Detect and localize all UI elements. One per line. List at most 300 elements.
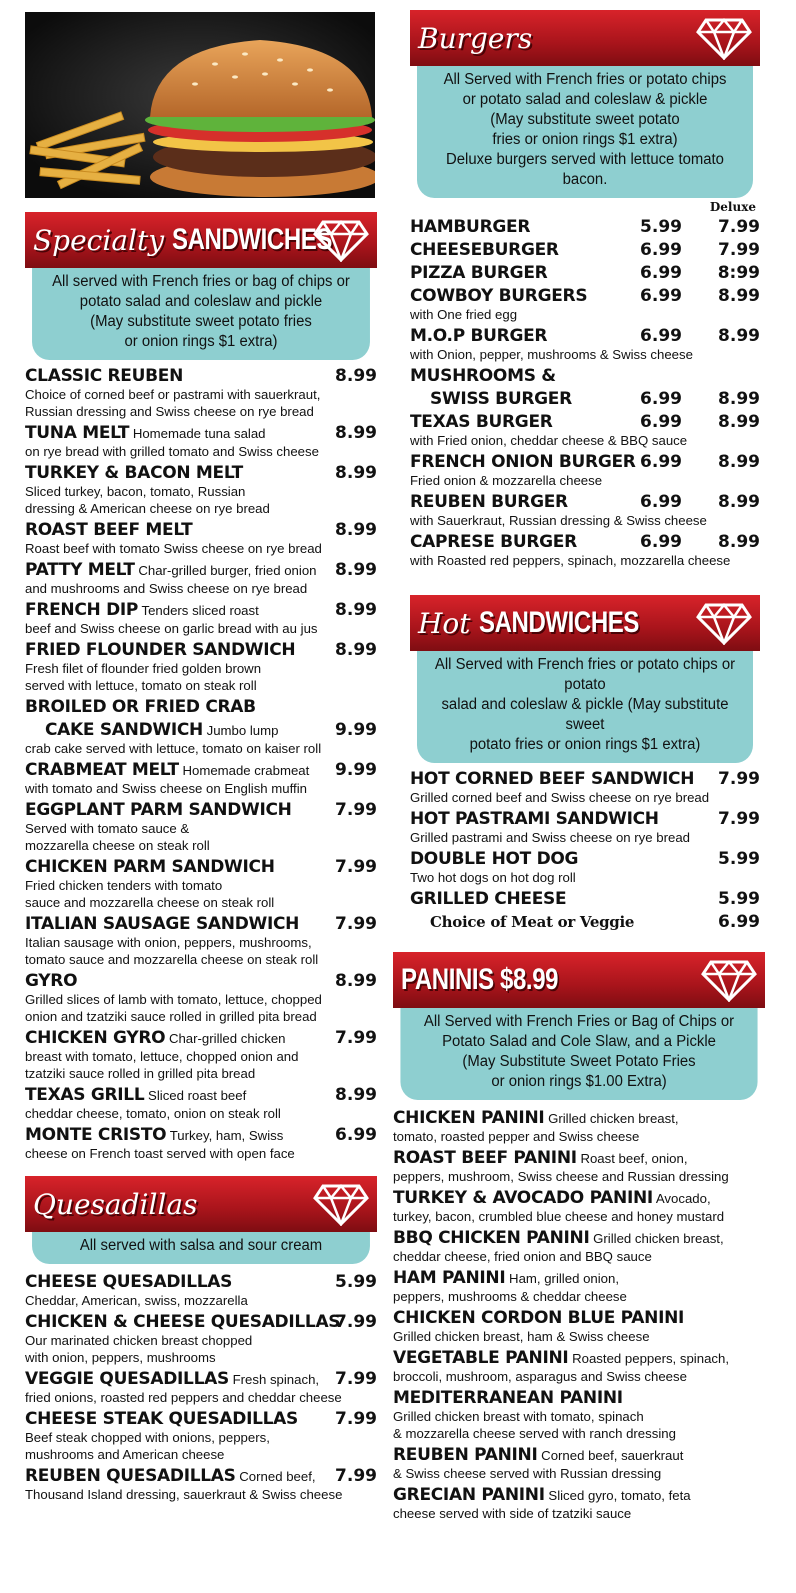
menu-item-inline-desc: Corned beef, [235,1469,316,1484]
menu-item-name: COWBOY BURGERS [410,286,588,306]
menu-item-head [25,971,377,991]
menu-item-desc-line: sauce and mozzarella cheese on steak roll [25,895,275,910]
specialty-list [25,366,377,1162]
menu-item-inline-desc: Avocado, [652,1191,711,1206]
menu-item-inline-desc: Tenders sliced roast [138,603,259,618]
menu-item-price: 6.99 [640,263,682,283]
menu-item-head [410,263,760,283]
menu-item-name: TURKEY & BACON MELT [25,463,243,483]
menu-item [25,1312,377,1366]
menu-item-inline-desc: Ham, grilled onion, [505,1271,620,1286]
menu-item [25,914,377,968]
menu-item-inline-desc: Corned beef, sauerkraut [537,1448,684,1463]
menu-item [25,697,377,717]
burgers-note [417,66,753,198]
menu-item-name: CAPRESE BURGER [410,532,577,552]
menu-item-deluxe-price: 8.99 [718,286,760,306]
menu-item [393,1148,765,1185]
menu-item-desc-line: and mushrooms and Swiss cheese on rye bread [25,581,308,596]
menu-item-price: 7.99 [335,1028,377,1048]
menu-item-head [25,760,377,780]
menu-item-name: CHEESE QUESADILLAS [25,1272,233,1292]
menu-item [25,463,377,517]
menu-item-price: 8.99 [335,1085,377,1105]
note-line: All served with salsa and sour cream [79,1237,323,1254]
menu-item-name: HOT CORNED BEEF SANDWICH [410,769,695,789]
menu-item-desc-line: broccoli, mushroom, asparagus and Swiss cheese [393,1369,687,1384]
menu-item-inline-desc: Fresh spinach, [228,1372,320,1387]
menu-item-desc-line: Sliced turkey, bacon, tomato, Russian [25,484,246,499]
menu-item-desc-line: Grilled chicken breast, ham & Swiss cheese [393,1329,650,1344]
menu-item-desc-line: Roast beef with tomato Swiss cheese on rye bread [25,541,322,556]
menu-item [25,1125,377,1162]
menu-item-desc-line: mushrooms and American cheese [25,1447,225,1462]
menu-item-price: 7.99 [335,1369,377,1389]
menu-item-deluxe-price: 8:99 [717,263,760,283]
menu-item-name: REUBEN BURGER [410,492,568,512]
menu-item-name: BROILED OR FRIED CRAB [25,697,256,717]
paninis-header [393,952,765,1008]
menu-item-name: GRECIAN PANINI [393,1485,545,1505]
menu-item [25,1085,377,1122]
menu-item-desc-line: with Sauerkraut, Russian dressing & Swiss cheese [410,513,707,528]
quesadillas-header [25,1176,377,1232]
burgers-title-script: Burgers [418,21,533,55]
menu-item-desc-line: tzatziki sauce rolled in grilled pita bread [25,1066,256,1081]
menu-item-desc-line: Russian dressing and Swiss cheese on rye bread [25,404,314,419]
note-line: All Served with French fries or potato chips or potato [434,656,736,693]
quesadillas-note [32,1232,370,1264]
menu-item-deluxe-price: 8.99 [718,389,760,409]
menu-item-desc-line: served with lettuce, tomato on steak roll [25,678,257,693]
menu-item [393,1388,765,1442]
menu-item-name: FRIED FLOUNDER SANDWICH [25,640,296,660]
menu-item-name: ITALIAN SAUSAGE SANDWICH [25,914,300,934]
menu-item [410,452,760,489]
menu-item-head [25,423,377,443]
menu-item-desc-line: tomato sauce and mozzarella cheese on steak roll [25,952,319,967]
menu-item-head [25,857,377,877]
menu-item-desc-line: cheese on French toast served with open face [25,1146,295,1161]
menu-item-name: FRENCH ONION BURGER [410,452,636,472]
menu-item-inline-desc: Turkey, ham, Swiss [166,1128,284,1143]
menu-item-price: 8.99 [335,423,377,443]
menu-item-head [25,1125,377,1145]
menu-item-name: REUBEN QUESADILLAS [25,1466,236,1486]
menu-item-name: HOT PASTRAMI SANDWICH [410,809,659,829]
menu-item-name: M.O.P BURGER [410,326,548,346]
menu-item [393,1108,765,1145]
menu-item-name: HAM PANINI [393,1268,506,1288]
menu-item-name: TUNA MELT [25,423,130,443]
menu-item-desc-line: cheese served with side of tzatziki sauce [393,1506,632,1521]
menu-item-price: 6.99 [640,389,682,409]
menu-item-head [25,640,377,660]
menu-item-name: CHICKEN PANINI [393,1108,545,1128]
menu-item-name: TEXAS BURGER [410,412,553,432]
menu-item-desc-line: Grilled pastrami and Swiss cheese on rye bread [410,830,691,845]
menu-item [393,1485,765,1522]
menu-item-desc-line: Beef steak chopped with onions, peppers, [25,1430,270,1445]
menu-item-desc-line: Italian sausage with onion, peppers, mushrooms, [25,935,312,950]
menu-item-head [410,532,760,552]
diamond-icon [696,601,752,645]
menu-item-name: VEGETABLE PANINI [393,1348,569,1368]
menu-item-desc-line: turkey, bacon, crumbled blue cheese and honey mustard [393,1209,725,1224]
menu-item [25,1409,377,1463]
menu-item-head [410,912,760,932]
menu-item-desc-line: mozzarella cheese on steak roll [25,838,210,853]
right-column [393,0,765,1522]
menu-item-desc-line: beef and Swiss cheese on garlic bread with au jus [25,621,318,636]
menu-item-desc-line: onion and tzatziki sauce rolled in grilled pita bread [25,1009,317,1024]
note-line: (May substitute sweet potato fries [90,313,312,330]
quesadillas-title-script: Quesadillas [33,1187,198,1221]
menu-item-price: 5.99 [335,1272,377,1292]
menu-item-desc-line: with Roasted red peppers, spinach, mozzarella cheese [410,553,731,568]
note-line: All Served with French fries or potato chips [443,71,727,88]
menu-item-deluxe-price: 7.99 [718,240,760,260]
menu-item-name: CHICKEN & CHEESE QUESADILLAS [25,1312,341,1332]
menu-item-price: 8.99 [335,560,377,580]
menu-item-desc-line: breast with tomato, lettuce, chopped onion and [25,1049,299,1064]
menu-item-price: 6.99 [640,286,682,306]
menu-item-price: 7.99 [335,857,377,877]
menu-item-desc-line: with One fried egg [410,307,518,322]
menu-item-desc-line: Grilled corned beef and Swiss cheese on rye bread [410,790,710,805]
specialty-sandwiches-header [25,212,377,268]
menu-item [25,600,377,637]
menu-item-desc-line: Grilled chicken breast with tomato, spinach [393,1409,644,1424]
menu-item-name: CHICKEN CORDON BLUE PANINI [393,1308,685,1328]
menu-item-price: 8.99 [335,971,377,991]
menu-item-inline-desc: Char-grilled chicken [165,1031,286,1046]
menu-item [410,217,760,237]
menu-item-price: 7.99 [718,769,760,789]
menu-item-price: 7.99 [718,809,760,829]
menu-item-desc-line: Fried onion & mozzarella cheese [410,473,603,488]
menu-item-desc-line: dressing & American cheese on rye bread [25,501,270,516]
menu-item-deluxe-price: 8.99 [718,326,760,346]
menu-item [25,640,377,694]
menu-item [410,366,760,386]
menu-item [393,1308,765,1345]
note-line: or onion rings $1.00 Extra) [491,1073,667,1090]
hot-list [410,769,760,932]
menu-item-price: 7.99 [335,1409,377,1429]
menu-item-head [25,914,377,934]
menu-item-head [25,1272,377,1292]
burger-photo [25,12,375,198]
burgers-list [410,217,760,569]
menu-item-head [410,326,760,346]
menu-item-deluxe-price: 8.99 [718,452,760,472]
menu-item-price: 7.99 [335,914,377,934]
menu-item-name: Choice of Meat or Veggie [430,913,635,931]
menu-item-head [393,1308,765,1328]
menu-item-desc-line: & mozzarella cheese served with ranch dressing [393,1426,676,1441]
menu-item-head [25,1028,377,1048]
menu-item-name: MONTE CRISTO [25,1125,167,1145]
menu-item-head [410,492,760,512]
menu-item-head [25,463,377,483]
menu-item-name: GRILLED CHEESE [410,889,567,909]
specialty-title-script: Specialty [33,223,165,257]
menu-item-price: 6.99 [640,240,682,260]
note-line: fries or onion rings $1 extra) [492,131,678,148]
hot-title-script: Hot [418,606,471,640]
menu-item-head [393,1485,765,1505]
menu-item [410,286,760,323]
menu-item-desc-line: Fried chicken tenders with tomato [25,878,223,893]
menu-item [25,720,377,757]
menu-item-name: PATTY MELT [25,560,135,580]
deluxe-column-label: Deluxe [709,200,756,214]
diamond-icon [313,1182,369,1226]
menu-item-name: GYRO [25,971,78,991]
menu-item [410,889,760,909]
menu-item [393,1268,765,1305]
menu-item-name: CLASSIC REUBEN [25,366,184,386]
paninis-list [393,1108,765,1522]
menu-item [410,769,760,806]
menu-item-desc-line: with Fried onion, cheddar cheese & BBQ sauce [410,433,688,448]
burgers-header [410,10,760,66]
note-line: Deluxe burgers served with lettuce tomato bacon. [446,151,724,188]
menu-item-head [410,240,760,260]
menu-item-head [45,720,377,740]
menu-item-desc-line: cheddar cheese, fried onion and BBQ sauce [393,1249,652,1264]
menu-item-head [25,1085,377,1105]
note-line: or potato salad and coleslaw & pickle [462,91,708,108]
menu-item-desc-line: Cheddar, American, swiss, mozzarella [25,1293,248,1308]
menu-item-head [410,217,760,237]
menu-item-deluxe-price: 8.99 [718,412,760,432]
note-line: All served with French fries or bag of chips or [52,273,350,290]
hot-note [417,651,753,763]
menu-item-name: VEGGIE QUESADILLAS [25,1369,229,1389]
left-column [25,0,377,1503]
menu-item-deluxe-price: 8.99 [718,532,760,552]
specialty-title-bold: SANDWICHES [172,223,333,256]
paninis-note [400,1008,757,1100]
menu-item-inline-desc: Grilled chicken breast, [544,1111,679,1126]
note-line: All Served with French Fries or Bag of Chips or [423,1013,735,1030]
menu-item-head [25,1466,377,1486]
menu-item-name: HAMBURGER [410,217,531,237]
menu-item-name: CRABMEAT MELT [25,760,179,780]
note-line: potato fries or onion rings $1 extra) [469,736,701,753]
menu-item-price: 6.99 [335,1125,377,1145]
menu-item-price: 8.99 [335,520,377,540]
menu-item-desc-line: & Swiss cheese served with Russian dressing [393,1466,662,1481]
menu-item-head [393,1348,765,1368]
menu-item [410,492,760,529]
menu-item-desc-line: with Onion, pepper, mushrooms & Swiss cheese [410,347,693,362]
menu-item-head [25,1312,377,1332]
menu-item [25,760,377,797]
menu-item [410,912,760,932]
menu-item-desc-line: cheddar cheese, tomato, onion on steak roll [25,1106,281,1121]
menu-item-name: MEDITERRANEAN PANINI [393,1388,623,1408]
menu-item-price: 7.99 [335,1312,377,1332]
menu-item-desc-line: crab cake served with lettuce, tomato on kaiser roll [25,741,322,756]
menu-item-head [25,520,377,540]
menu-item-desc-line: peppers, mushroom, Swiss cheese and Russian dressing [393,1169,729,1184]
menu-item-inline-desc: Roast beef, onion, [576,1151,688,1166]
menu-item-head [430,389,760,409]
menu-item-price: 7.99 [335,1466,377,1486]
hot-title-bold: SANDWICHES [478,606,639,639]
menu-item-name: ROAST BEEF PANINI [393,1148,577,1168]
menu-item-price: 8.99 [335,600,377,620]
menu-item-price: 5.99 [718,849,760,869]
menu-item-deluxe-price: 8.99 [718,492,760,512]
menu-item-name: TURKEY & AVOCADO PANINI [393,1188,653,1208]
menu-item-name: PIZZA BURGER [410,263,548,283]
menu-item-desc-line: Two hot dogs on hot dog roll [410,870,576,885]
menu-item-head [410,286,760,306]
menu-item-head [393,1228,765,1248]
menu-item-name: CHICKEN GYRO [25,1028,166,1048]
menu-item [25,560,377,597]
menu-item-desc-line: Grilled slices of lamb with tomato, lettuce, chopped [25,992,322,1007]
menu-item-head [25,1369,377,1389]
diamond-icon [701,958,757,1002]
menu-item-inline-desc: Homemade crabmeat [178,763,310,778]
specialty-note [32,268,370,360]
menu-item-head [25,600,377,620]
menu-item-name: MUSHROOMS & [410,366,556,386]
menu-item-inline-desc: Sliced gyro, tomato, feta [544,1488,691,1503]
menu-item-name: BBQ CHICKEN PANINI [393,1228,590,1248]
menu-item-head [25,1409,377,1429]
menu-item-price: 8.99 [335,366,377,386]
menu-item-desc-line: with onion, peppers, mushrooms [25,1350,216,1365]
menu-item-desc-line: Thousand Island dressing, sauerkraut & Swiss cheese [25,1487,343,1502]
menu-item-head [25,366,377,386]
menu-item-price: 6.99 [718,912,760,932]
menu-item-price: 6.99 [640,412,682,432]
menu-item-price: 8.99 [335,463,377,483]
menu-item-head [393,1388,765,1408]
menu-item [410,849,760,886]
note-line: (May Substitute Sweet Potato Fries [462,1053,696,1070]
menu-item-desc-line: tomato, roasted pepper and Swiss cheese [393,1129,640,1144]
menu-item [410,263,760,283]
menu-item [393,1348,765,1385]
note-line: potato salad and coleslaw and pickle [79,293,323,310]
menu-item [410,532,760,569]
menu-item-head [410,849,760,869]
menu-item [25,1028,377,1082]
note-line: (May substitute sweet potato [490,111,680,128]
menu-item-name: CAKE SANDWICH [45,720,203,740]
menu-item-name: DOUBLE HOT DOG [410,849,579,869]
menu-item-name: TEXAS GRILL [25,1085,145,1105]
paninis-title-bold: PANINIS $8.99 [401,963,559,996]
menu-item-price: 9.99 [335,720,377,740]
menu-item [393,1188,765,1225]
menu-item-name: SWISS BURGER [430,389,572,409]
menu-item-price: 6.99 [640,492,682,512]
menu-item-name: CHICKEN PARM SANDWICH [25,857,275,877]
hot-sandwiches-header [410,595,760,651]
menu-item-inline-desc: Grilled chicken breast, [589,1231,724,1246]
menu-item-name: FRENCH DIP [25,600,139,620]
menu-item [25,1466,377,1503]
menu-item-desc-line: Choice of corned beef or pastrami with sauerkraut, [25,387,321,402]
note-line: salad and coleslaw & pickle (May substitute sweet [441,696,729,733]
menu-item-head [410,412,760,432]
menu-item-inline-desc: Homemade tuna salad [129,426,266,441]
menu-item-deluxe-price: 7.99 [718,217,760,237]
menu-item [25,423,377,460]
menu-item-desc-line: Fresh filet of flounder fried golden brown [25,661,262,676]
menu-item-desc-line: with tomato and Swiss cheese on English muffin [25,781,307,796]
menu-item [410,240,760,260]
menu-item-name: CHEESEBURGER [410,240,559,260]
menu-item [25,1272,377,1309]
menu-item-head [410,366,760,386]
menu-item-name: EGGPLANT PARM SANDWICH [25,800,292,820]
menu-item-inline-desc: Sliced roast beef [144,1088,247,1103]
menu-item-head [410,809,760,829]
menu-item-desc-line: Served with tomato sauce & [25,821,190,836]
menu-item [410,809,760,846]
menu-item-price: 6.99 [640,532,682,552]
note-line: or onion rings $1 extra) [124,333,278,350]
menu-item [410,412,760,449]
menu-item [25,366,377,420]
menu-item-price: 9.99 [335,760,377,780]
menu-item-desc-line: fried onions, roasted red peppers and cheddar cheese [25,1390,342,1405]
menu-item [25,520,377,557]
menu-item-head [410,889,760,909]
menu-item [410,326,760,363]
menu-item-price: 6.99 [640,326,682,346]
menu-item [25,800,377,854]
menu-item [25,971,377,1025]
menu-item-head [410,452,760,472]
menu-item-name: REUBEN PANINI [393,1445,538,1465]
menu-item-price: 7.99 [335,800,377,820]
menu-item [25,1369,377,1406]
menu-item-head [393,1268,765,1288]
menu-item-price: 6.99 [640,452,682,472]
menu-item-head [393,1108,765,1128]
menu-item-name: ROAST BEEF MELT [25,520,193,540]
menu-item [410,389,760,409]
menu-item-price: 5.99 [718,889,760,909]
quesadillas-list [25,1272,377,1503]
menu-item-head [393,1188,765,1208]
menu-item-inline-desc: Roasted peppers, spinach, [568,1351,730,1366]
menu-item-price: 8.99 [335,640,377,660]
menu-item [25,857,377,911]
menu-item-head [25,800,377,820]
menu-item-head [410,769,760,789]
note-line: Potato Salad and Cole Slaw, and a Pickle [442,1033,716,1050]
menu-item-head [25,697,377,717]
menu-item-head [393,1445,765,1465]
menu-item-desc-line: Our marinated chicken breast chopped [25,1333,253,1348]
menu-item-inline-desc: Char-grilled burger, fried onion [134,563,317,578]
menu-item-head [25,560,377,580]
menu-item-inline-desc: Jumbo lump [202,723,279,738]
menu-item [393,1228,765,1265]
menu-item-desc-line: peppers, mushrooms & cheddar cheese [393,1289,627,1304]
